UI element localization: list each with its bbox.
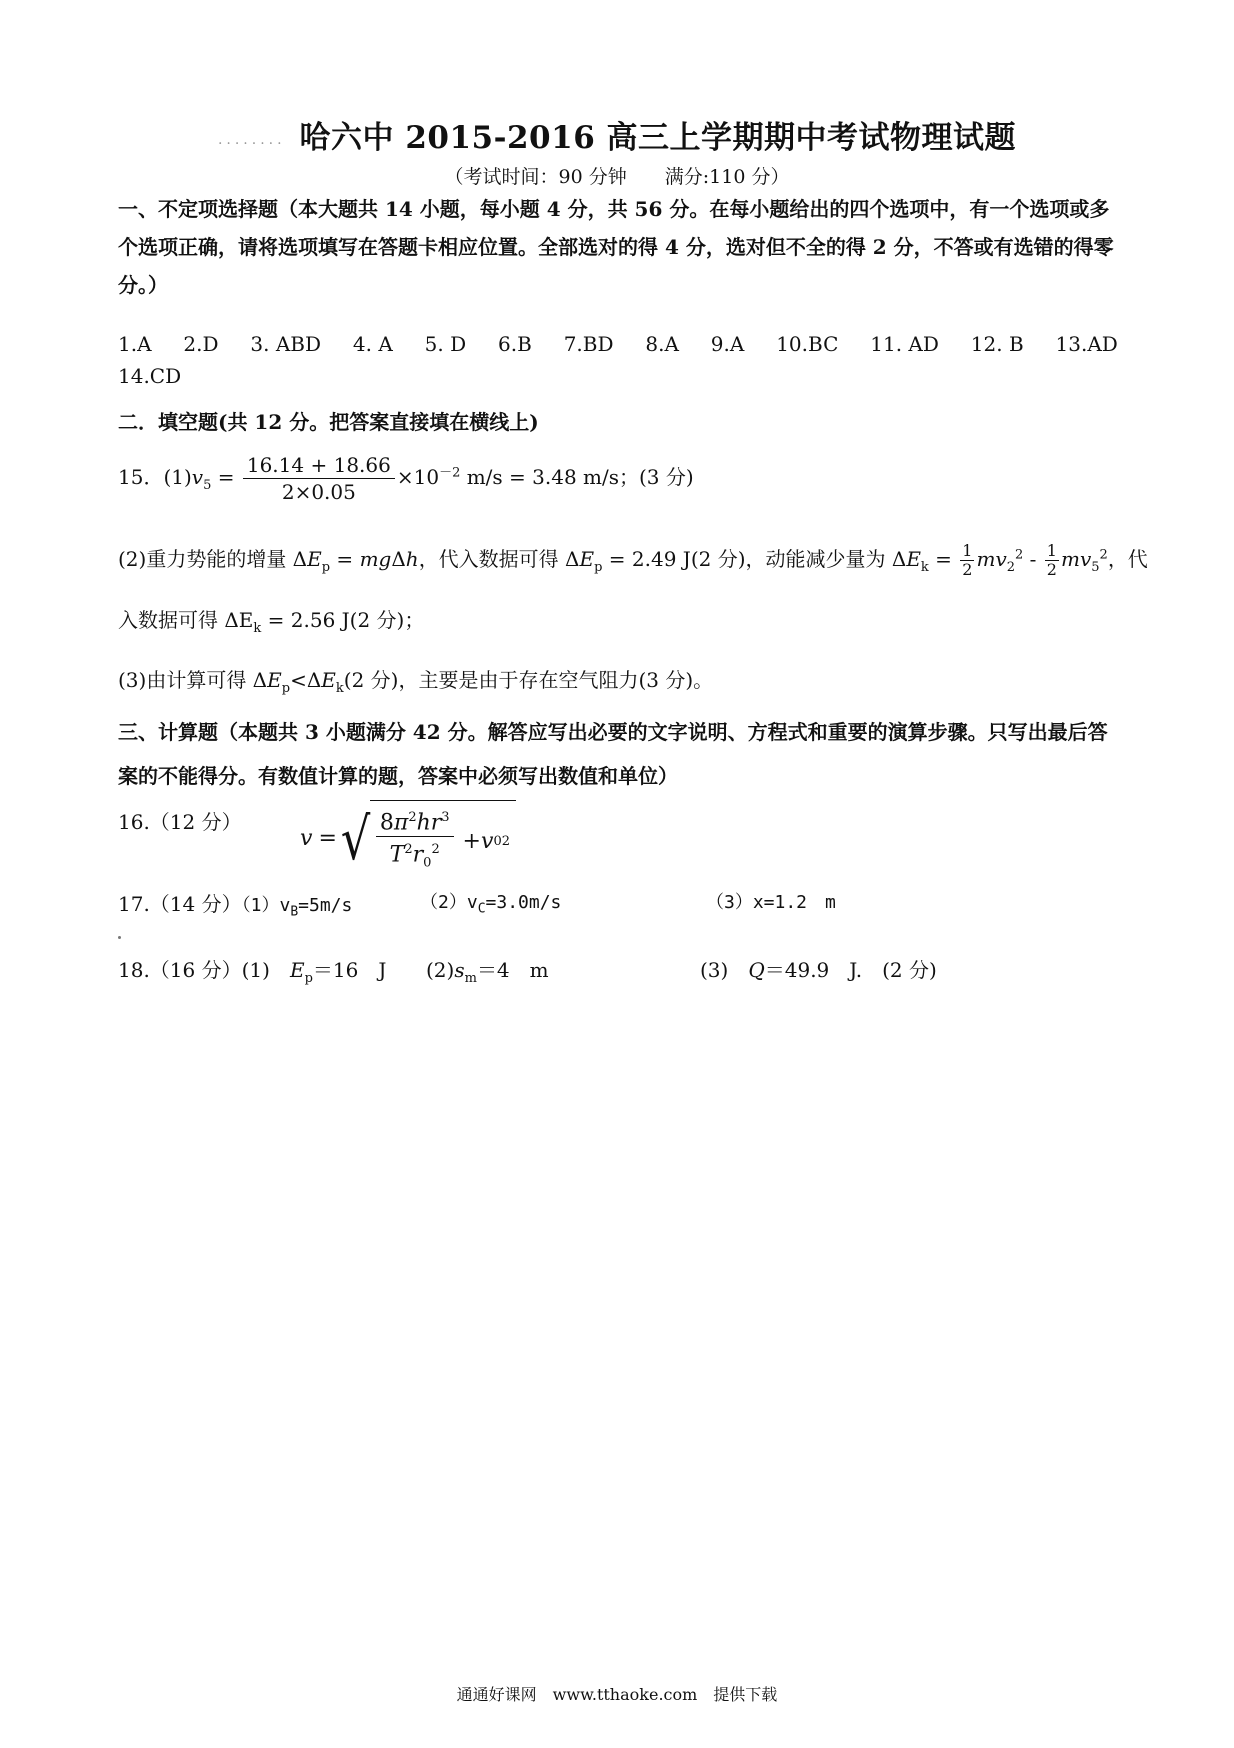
footer-text: 通通好课网 www.tthaoke.com 提供下载	[456, 1685, 778, 1704]
answer-item: 2.D	[183, 332, 219, 356]
decorative-dots: ........	[217, 132, 286, 148]
answer-item: 11. AD	[870, 332, 939, 356]
answer-item: 9.A	[710, 332, 745, 356]
page-title	[0, 112, 1234, 157]
q16-label: 16.（12 分）	[118, 810, 242, 834]
answer-item: 4. A	[352, 332, 393, 356]
answer-item: 12. B	[970, 332, 1024, 356]
page-title-text: 哈六中 2015-2016 高三上学期期中考试物理试题	[299, 120, 1017, 156]
stray-mark	[118, 936, 121, 939]
q15-part2: (2)重力势能的增量 $\Delta E_p = mg\Delta h$，代入数据可得 $\Delta E_p = 2.49$ J(2 分)，动能减少量为 $\Delta E_k$ = $\frac{1}{2}$ $mv_2^2$ - $\frac{1}{2}$ $mv_5^2$，代	[118, 541, 1148, 579]
sqrt-icon: √	[340, 804, 371, 873]
section1-heading: 一、不定项选择题（本大题共 14 小题，每小题 4 分，共 56 分。在每小题给出的四个选项中，有一个选项或多个选项正确，请将选项填写在答题卡相应位置。全部选对的得 4 分，选对但不全的得 2 分，不答或有选错的得零分。）	[118, 197, 1114, 297]
exam-info: （考试时间：90 分钟 满分:110 分）	[444, 166, 790, 188]
q15-fraction: $\frac{16.14 + 18.66}{2\times 0.05}$	[243, 452, 395, 505]
q18-row: 18.（16 分）(1) $E_p=16$ J	[118, 958, 387, 986]
q18-part3: (3) Q＝49.9 J. (2 分)	[700, 958, 937, 982]
answer-list	[118, 332, 1118, 356]
q17-part2: $(2)v_C=3.0m/s$	[420, 892, 562, 917]
answer-item: 14.CD	[118, 364, 182, 388]
answer-item: 5. D	[424, 332, 467, 356]
q17-part3: （3）x=1.2 m	[706, 892, 836, 913]
q17-row: 17.（14 分）$(1)v_B=5m/s$	[118, 892, 353, 920]
q18-part2: $(2)s_m=4$ m	[426, 958, 549, 986]
section2-heading: 二．填空题(共 12 分。把答案直接填在横线上)	[118, 410, 539, 434]
q15-part3: (3)由计算可得 $\Delta E_p<\Delta E_k(2$ 分)，主要是由于存在空气阻力(3 分)。	[118, 668, 714, 696]
answer-item: 6.B	[498, 332, 532, 356]
answer-item: 7.BD	[563, 332, 614, 356]
answer-item: 8.A	[645, 332, 679, 356]
answer-item: 10.BC	[776, 332, 839, 356]
answer-item: 13.AD	[1055, 332, 1118, 356]
section3-heading: 三、计算题（本题共 3 小题满分 42 分。解答应写出必要的文字说明、方程式和重要的演算步骤。只写出最后答案的不能得分。有数值计算的题，答案中必须写出数值和单位）	[118, 720, 1108, 788]
q15-part2-cont: 入数据可得 $\Delta E_k = 2.56$ J(2 分)；	[118, 608, 425, 636]
answer-item: 3. ABD	[250, 332, 322, 356]
q15-formula: 15．$(1)v_5$ = $\frac{16.14 + 18.66}{2\times 0.05}$ $\times 10^{-2}$ m/s = 3.48 m/s；(3 分)	[118, 453, 694, 504]
answer-item: 1.A	[118, 332, 152, 356]
q16-formula: v = √ $\frac{8\pi^2hr^3}{T^2r_0^2}$ + v 0 2	[300, 800, 516, 877]
